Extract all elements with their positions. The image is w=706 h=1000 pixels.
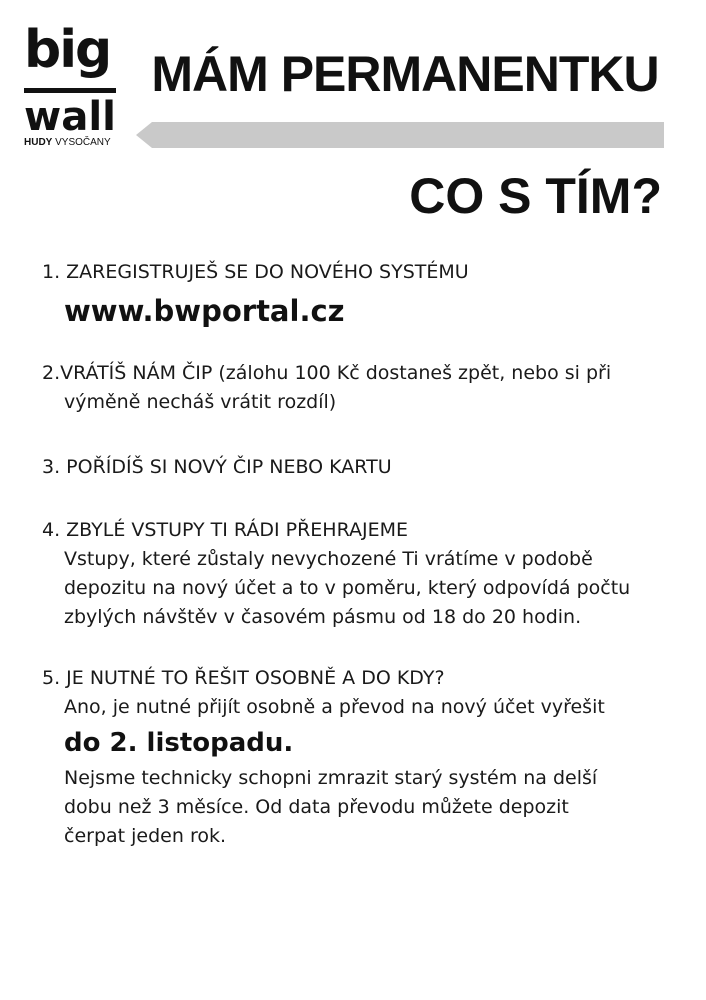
step-2 bbox=[42, 359, 682, 417]
step-4-heading: 4. ZBYLÉ VSTUPY TI RÁDI PŘEHRAJEME bbox=[42, 519, 409, 541]
instructions-list bbox=[42, 258, 682, 851]
grey-arrow-bar bbox=[136, 122, 664, 148]
step-5-line-3: dobu než 3 měsíce. Od data převodu můžete depozit bbox=[64, 796, 569, 818]
page-title: MÁM PERMANENTKU bbox=[151, 46, 659, 102]
step-5-line-2: Nejsme technicky schopni zmrazit starý systém na delší bbox=[64, 767, 598, 789]
deadline-text: do 2. listopadu. bbox=[64, 728, 294, 758]
step-3-heading: 3. POŘÍDÍŠ SI NOVÝ ČIP NEBO KARTU bbox=[42, 456, 392, 478]
portal-url: www.bwportal.cz bbox=[64, 294, 345, 328]
page-subtitle: CO S TÍM? bbox=[409, 168, 662, 224]
step-1-heading: 1. ZAREGISTRUJEŠ SE DO NOVÉHO SYSTÉMU bbox=[42, 261, 469, 283]
logo-sub-rest: VYSOČANY bbox=[52, 137, 111, 148]
step-4-line-3: zbylých návštěv v časovém pásmu od 18 do 20 hodin. bbox=[64, 606, 582, 628]
step-4-line-2: depozitu na nový účet a to v poměru, který odpovídá počtu bbox=[64, 577, 631, 599]
logo-big-text: big bbox=[24, 20, 111, 80]
bigwall-logo bbox=[24, 20, 120, 154]
logo-wall-mark bbox=[24, 98, 118, 136]
step-5 bbox=[42, 664, 682, 851]
step-2-line-1: 2.VRÁTÍŠ NÁM ČIP (zálohu 100 Kč dostaneš zpět, nebo si při bbox=[42, 362, 612, 384]
step-1 bbox=[42, 258, 682, 335]
logo-divider bbox=[24, 88, 116, 93]
step-4-line-1: Vstupy, které zůstaly nevychozené Ti vrátíme v podobě bbox=[64, 548, 593, 570]
step-5-line-1: Ano, je nutné přijít osobně a převod na nový účet vyřešit bbox=[64, 696, 605, 718]
logo-sub-bold: HUDY bbox=[24, 137, 53, 148]
logo-wall-text: wall bbox=[24, 98, 117, 136]
step-5-line-4: čerpat jeden rok. bbox=[64, 825, 227, 847]
step-3 bbox=[42, 453, 682, 482]
step-4 bbox=[42, 516, 682, 632]
step-2-line-2: výměně necháš vrátit rozdíl) bbox=[64, 391, 337, 413]
title-underline-bar bbox=[136, 122, 664, 148]
step-5-heading: 5. JE NUTNÉ TO ŘEŠIT OSOBNĚ A DO KDY? bbox=[42, 667, 445, 689]
logo-subtitle bbox=[24, 137, 111, 148]
